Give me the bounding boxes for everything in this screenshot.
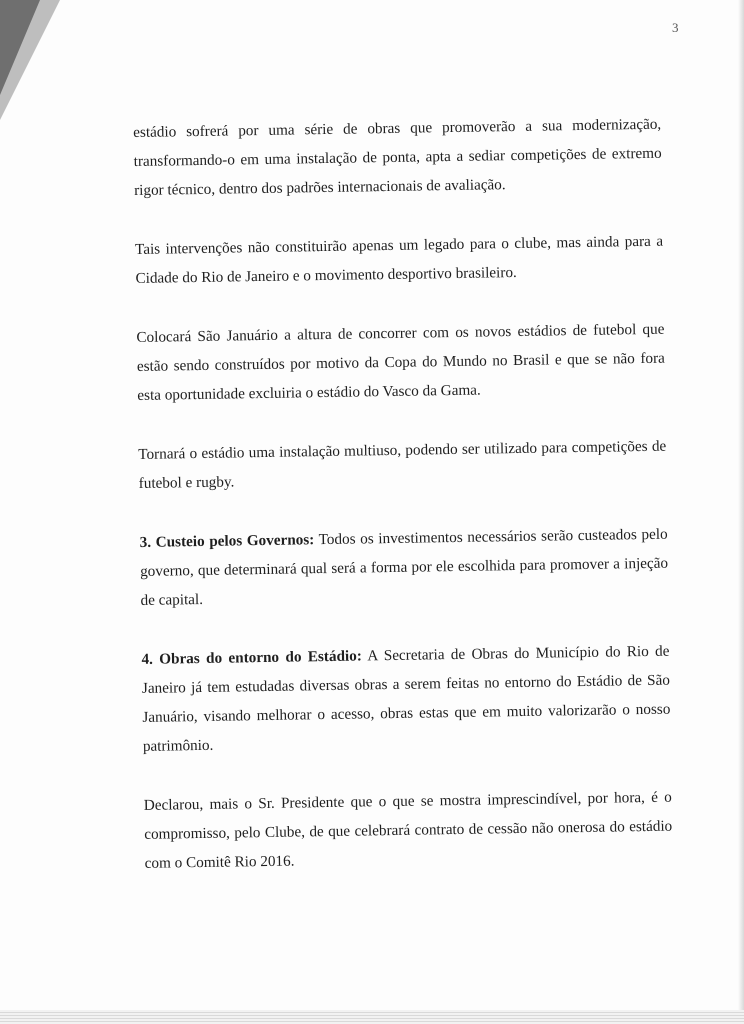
scan-edge-bottom bbox=[0, 1010, 744, 1024]
item-3-text: Todos os investimentos necessários serão custeados pelo governo, que determinará qual será a forma por ele escolhida para promover a injeção de capital. bbox=[139, 525, 669, 609]
paragraph-item-3 bbox=[139, 520, 668, 615]
folded-corner-shadow bbox=[0, 0, 40, 95]
document-body bbox=[133, 110, 673, 908]
page-number: 3 bbox=[672, 20, 679, 35]
paragraph-compete: Colocará São Januário a altura de concorrer com os novos estádios de futebol que estão sendo construídos por motivo da Copa do Mundo no Brasil e que se não fora esta oportunidade excluiria o estádio do Vasco da Gama. bbox=[136, 320, 665, 404]
paragraph-final: Declarou, mais o Sr. Presidente que o que se mostra imprescindível, por hora, é o compromisso, pelo Clube, de que celebrará contrato de cessão não onerosa do estádio com o Comitê Rio 2016. bbox=[143, 788, 673, 872]
item-4-text: A Secretaria de Obras do Município do Rio de Janeiro já tem estudadas diversas obras a serem feitas no entorno do Estádio de São Januário, visando melhorar o acesso, obras estas que em muito valorizarão o nosso patrimônio. bbox=[141, 642, 671, 755]
paragraph-item-4 bbox=[141, 637, 671, 761]
paragraph-modernization: estádio sofrerá por uma série de obras que promoverão a sua modernização, transformando-o em uma instalação de ponta, apta a sediar competições de extremo rigor técnico, dentro dos padrões internacionais de avaliação. bbox=[133, 115, 662, 199]
item-4-heading: 4. Obras do entorno do Estádio: bbox=[141, 647, 362, 668]
paragraph-multiuse: Tornará o estádio uma instalação multiuso, podendo ser utilizado para competições de futebol e rugby. bbox=[138, 437, 667, 492]
item-3-heading: 3. Custeio pelos Governos: bbox=[139, 531, 315, 551]
scan-edge-right bbox=[738, 0, 744, 1024]
paragraph-legacy: Tais intervenções não constituirão apenas um legado para o clube, mas ainda para a Cidade do Rio de Janeiro e o movimento desportivo brasileiro. bbox=[134, 232, 664, 287]
